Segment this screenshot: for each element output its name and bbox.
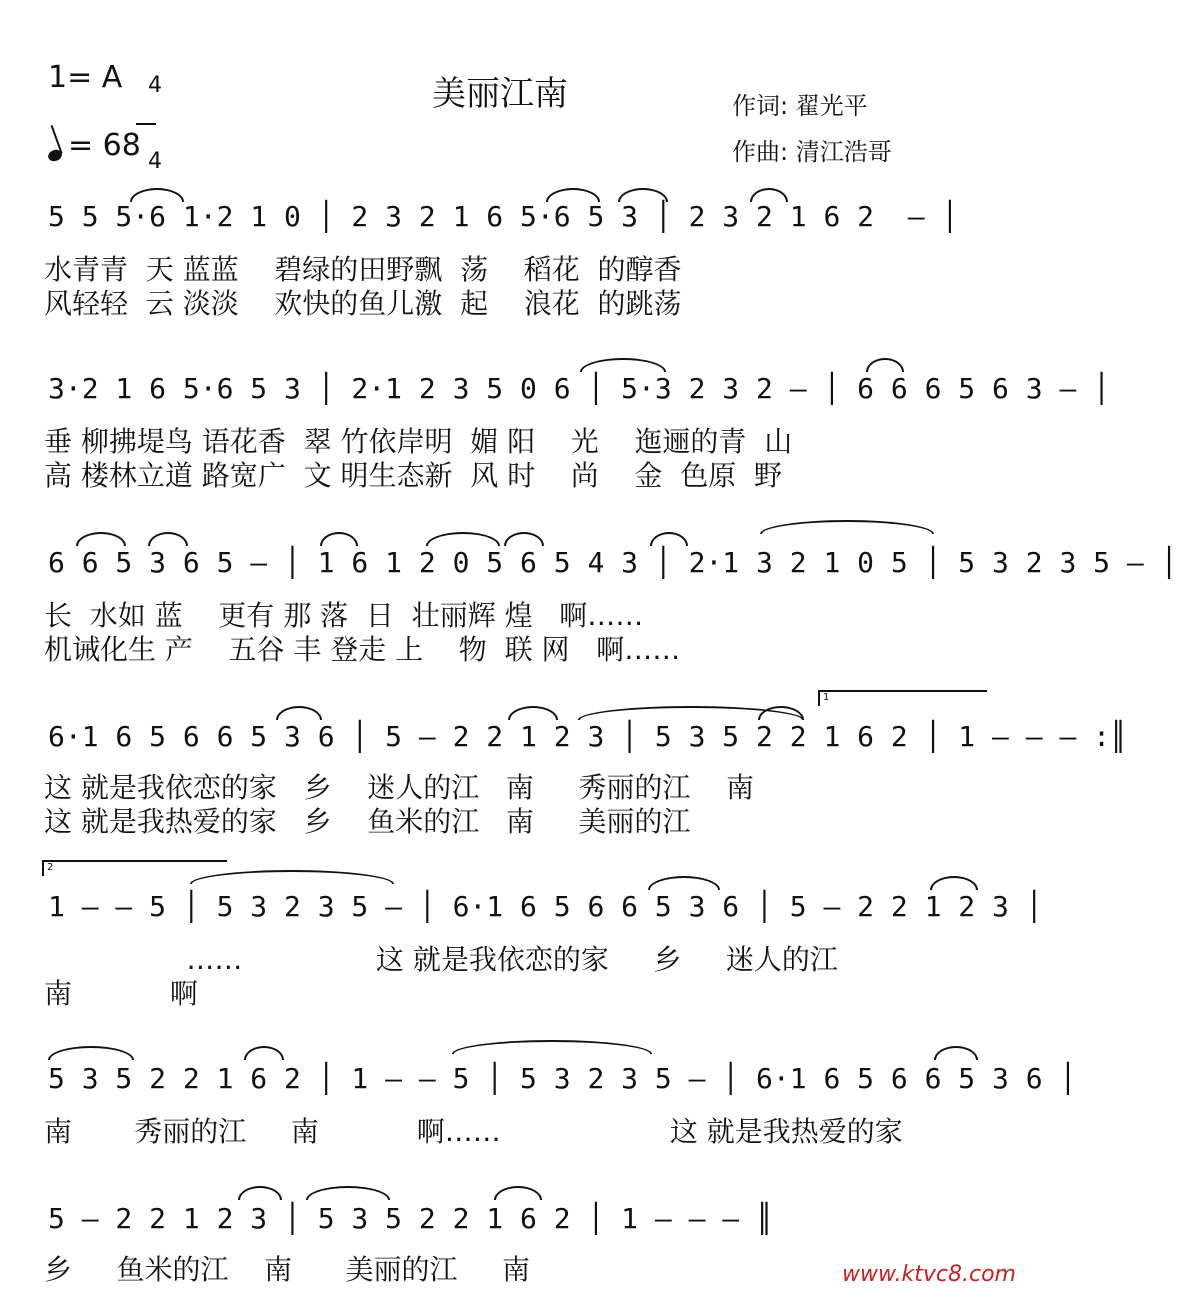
lyric-row-5-verse-1: …… 这 就是我依恋的家 乡 迷人的江	[44, 943, 838, 976]
slur	[238, 1186, 282, 1200]
slur	[76, 532, 126, 546]
notation-row-7: 5 – 2 2 1 2 3 │ 5 3 5 2 2 1 6 2 │ 1 – – – ║	[48, 1202, 773, 1235]
lyric-row-5-verse-2: 南 啊	[44, 977, 198, 1010]
slur	[930, 876, 978, 890]
time-signature-top: 4	[148, 73, 162, 98]
notation-row-5: 1 – – 5 │ 5 3 2 3 5 – │ 6·1 6 5 6 6 5 3 6 │ 5 – 2 2 1 2 3 │	[48, 890, 1043, 923]
slur	[508, 706, 558, 720]
tempo-marking	[48, 128, 141, 163]
notation-row-2: 3·2 1 6 5·6 5 3 │ 2·1 2 3 5 0 6 │ 5·3 2 3 2 – │ 6 6 6 5 6 3 – │	[48, 372, 1111, 405]
lyric-row-1-verse-1: 水青青 天 蓝蓝 碧绿的田野飘 荡 稻花 的醇香	[44, 253, 682, 286]
quarter-note-icon	[47, 148, 64, 163]
slur	[148, 532, 188, 546]
lyric-row-4-verse-2: 这 就是我热爱的家 乡 鱼米的江 南 美丽的江	[44, 805, 691, 838]
fraction-line	[136, 123, 156, 125]
slur	[130, 188, 184, 202]
key-signature: 1= A	[48, 60, 123, 95]
lyricist-credit: 作词: 翟光平	[732, 92, 868, 120]
volta-1: 1	[818, 690, 987, 706]
slur	[758, 706, 804, 720]
slur	[580, 358, 666, 372]
notation-row-3: 6 6 5 3 6 5 – │ 1 6 1 2 0 5 6 5 4 3 │ 2·1 3 2 1 0 5 │ 5 3 2 3 5 – │	[48, 546, 1177, 579]
lyric-row-7-verse-1: 乡 鱼米的江 南 美丽的江 南	[44, 1253, 531, 1286]
notation-row-6: 5 3 5 2 2 1 6 2 │ 1 – – 5 │ 5 3 2 3 5 – │ 6·1 6 5 6 6 5 3 6 │	[48, 1062, 1077, 1095]
slur	[618, 188, 668, 202]
lyric-row-2-verse-2: 高 楼林立道 路宽广 文 明生态新 风 时 尚 金 色原 野	[44, 459, 783, 492]
watermark: www.ktvc8.com	[841, 1262, 1016, 1287]
lyric-row-3-verse-2: 机诫化生 产 五谷 丰 登走 上 物 联 网 啊……	[44, 633, 681, 666]
slur	[546, 188, 600, 202]
slur	[426, 532, 500, 546]
time-signature-bottom: 4	[148, 149, 162, 174]
slur	[276, 706, 322, 720]
slur	[650, 532, 688, 546]
composer-credit: 作曲: 清江浩哥	[732, 138, 892, 166]
slur	[494, 1186, 542, 1200]
slur	[648, 876, 720, 890]
song-title: 美丽江南	[432, 74, 568, 114]
slur	[504, 532, 544, 546]
slur	[750, 188, 788, 202]
volta-2: 2	[42, 860, 227, 876]
slur	[48, 1046, 134, 1060]
notation-row-1: 5 5 5·6 1·2 1 0 │ 2 3 2 1 6 5·6 5 3 │ 2 3 2 1 6 2 – │	[48, 200, 959, 233]
slur	[866, 358, 904, 372]
lyric-row-1-verse-2: 风轻轻 云 淡淡 欢快的鱼儿激 起 浪花 的跳荡	[44, 287, 682, 320]
slur	[244, 1046, 284, 1060]
lyric-row-4-verse-1: 这 就是我依恋的家 乡 迷人的江 南 秀丽的江 南	[44, 771, 755, 804]
slur	[306, 1186, 390, 1200]
lyric-row-6-verse-1: 南 秀丽的江 南 啊…… 这 就是我热爱的家	[44, 1115, 903, 1148]
slur	[934, 1046, 978, 1060]
notation-row-4: 6·1 6 5 6 6 5 3 6 │ 5 – 2 2 1 2 3 │ 5 3 5 2 2 1 6 2 │ 1 – – – :║	[48, 720, 1127, 753]
lyric-row-2-verse-1: 垂 柳拂堤鸟 语花香 翠 竹依岸明 媚 阳 光 迤逦的青 山	[44, 425, 793, 458]
slur	[452, 1040, 652, 1054]
slur	[320, 532, 358, 546]
lyric-row-3-verse-1: 长 水如 蓝 更有 那 落 日 壮丽辉 煌 啊……	[44, 599, 644, 632]
slur	[760, 520, 934, 534]
tempo-value: = 68	[68, 128, 141, 163]
